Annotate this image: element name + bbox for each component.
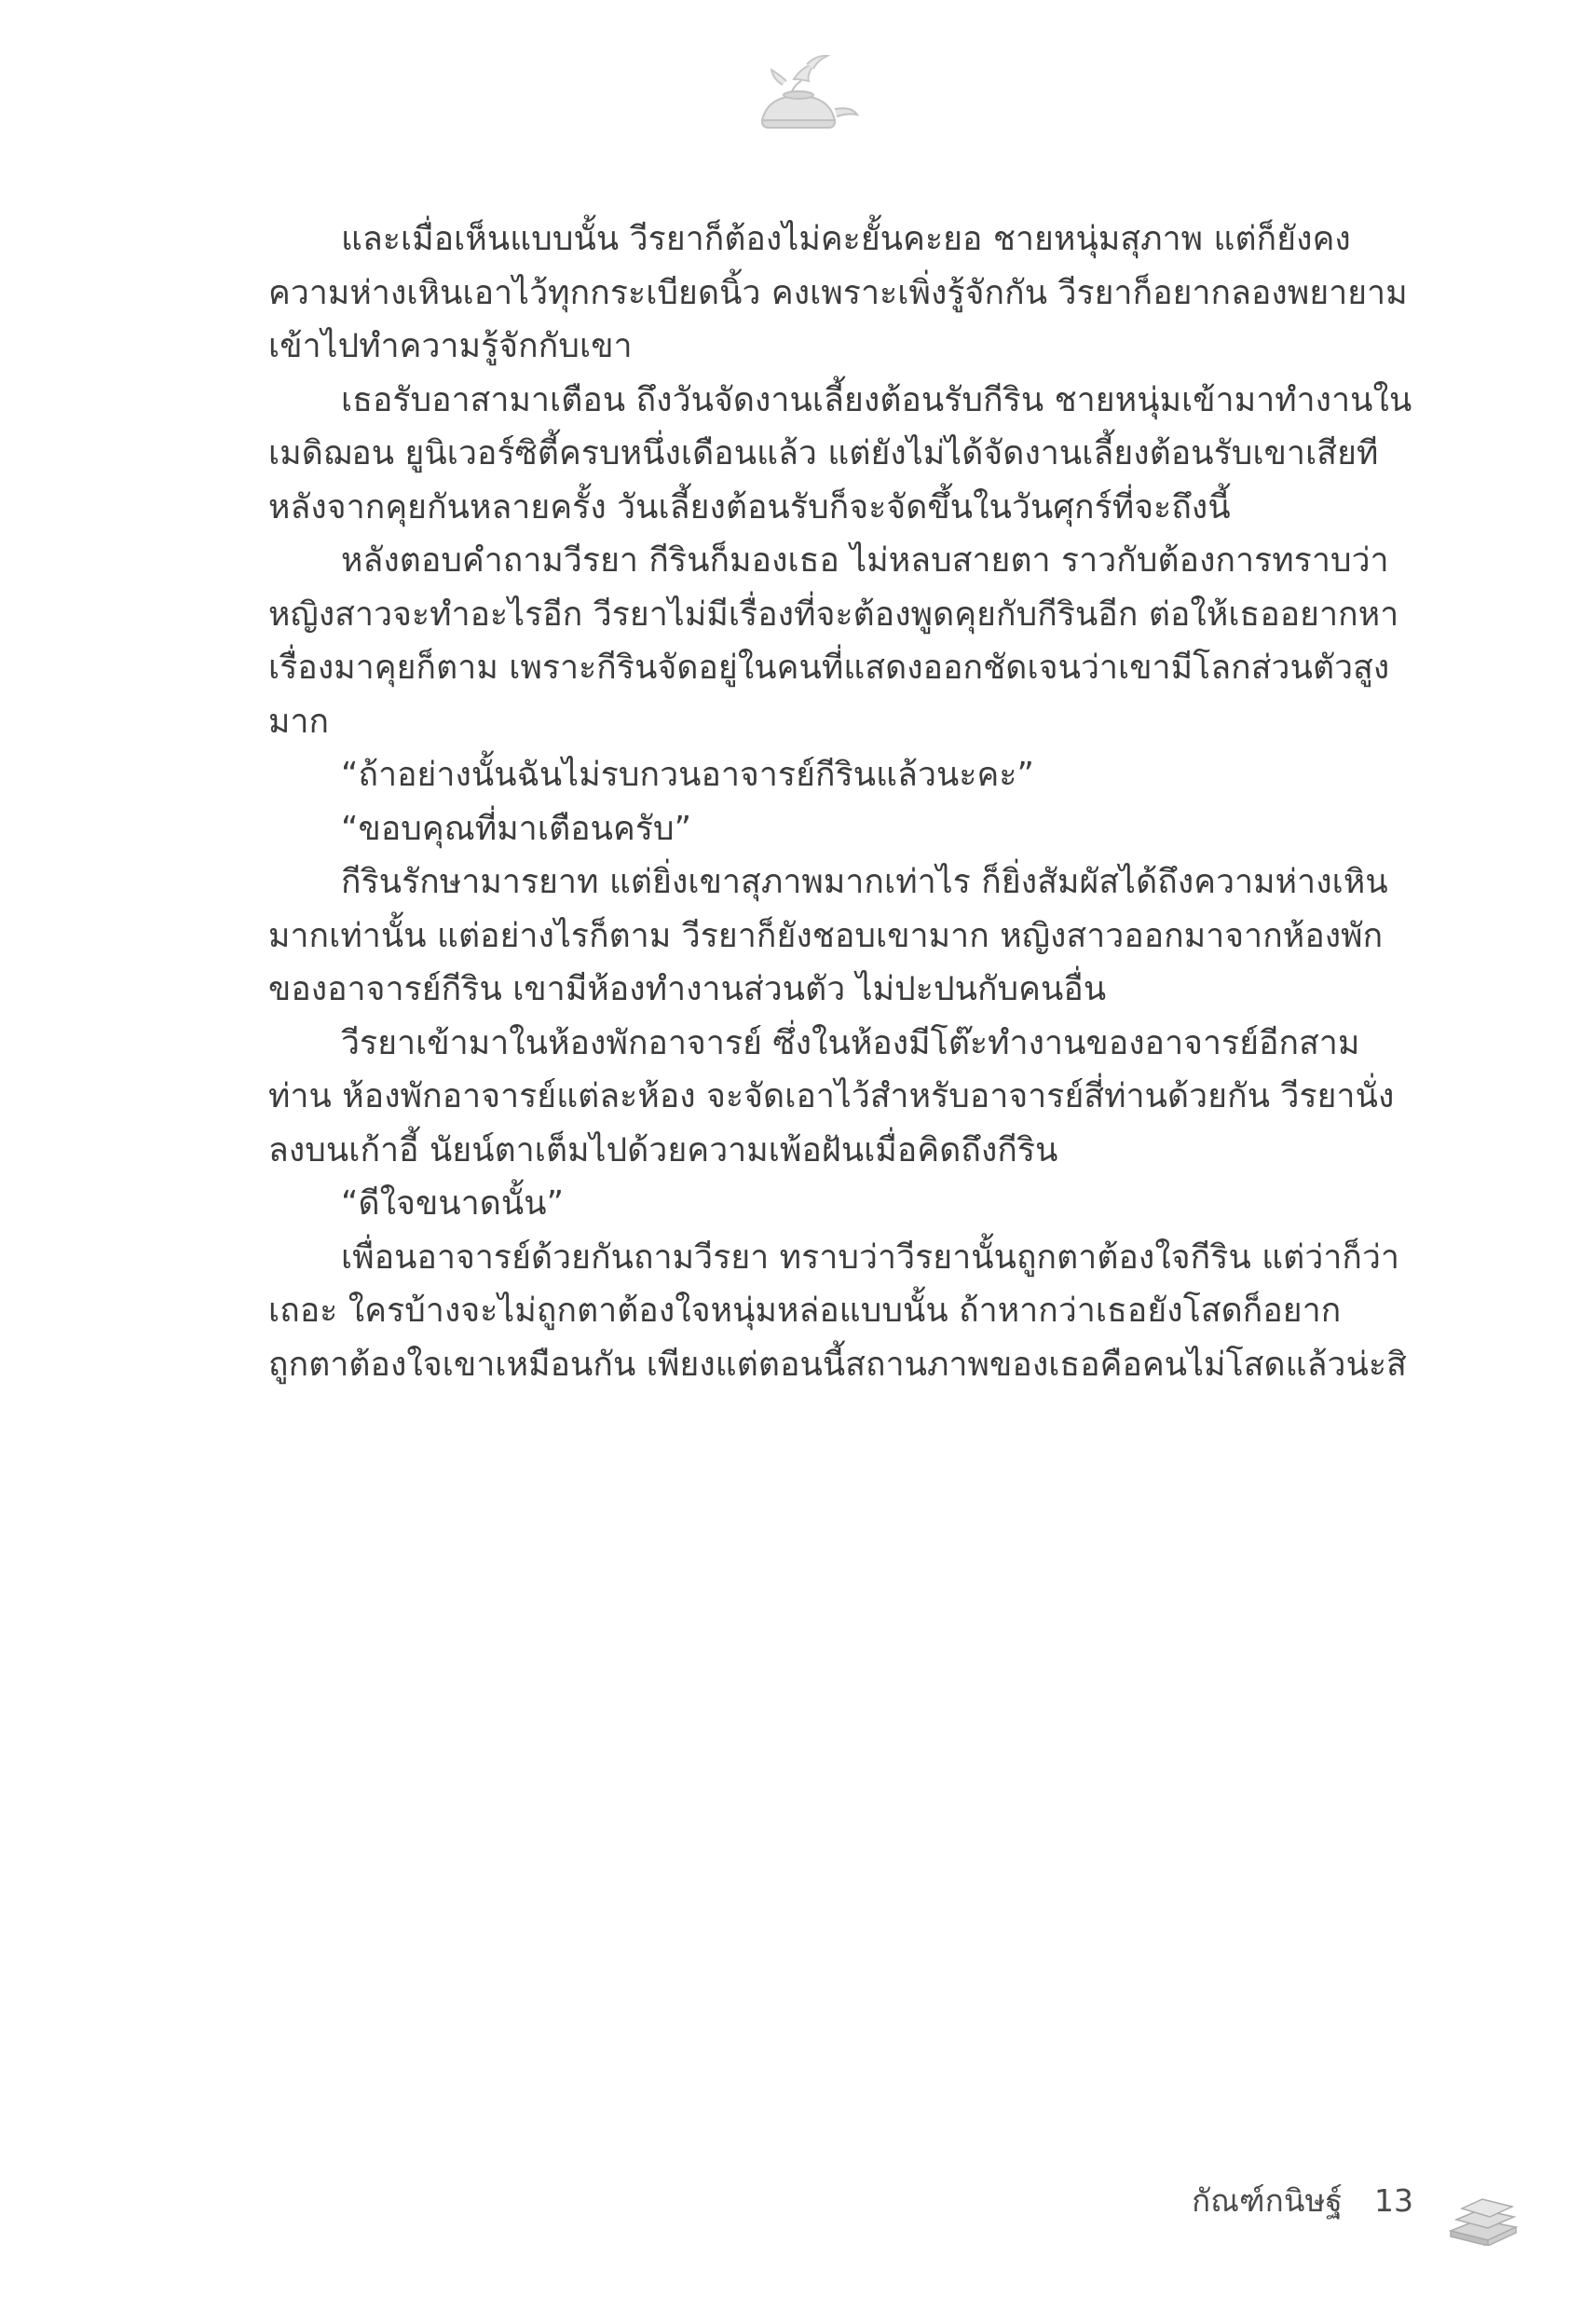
oil-lamp-ornament-icon bbox=[729, 42, 868, 154]
dialogue-line: “ถ้าอย่างนั้นฉันไม่รบกวนอาจารย์กีรินแล้วนะคะ” bbox=[341, 756, 1035, 794]
paragraph: กีรินรักษามารยาท แต่ยิ่งเขาสุภาพมากเท่าไร ก็ยิ่งสัมผัสได้ถึงความห่างเหินมากเท่านั้น แต่อย่างไรก็ตาม วีรยาก็ยังชอบเขามาก หญิงสาวออกมาจากห้องพักของอาจารย์กีริน เขามีห้องทำงานส่วนตัว ไม่ปะปนกับคนอื่น bbox=[268, 863, 1388, 1008]
dialogue-line: “ดีใจขนาดนั้น” bbox=[341, 1184, 565, 1223]
stack-of-books-icon bbox=[1443, 2188, 1523, 2246]
paragraph: เธอรับอาสามาเตือน ถึงวันจัดงานเลี้ยงต้อนรับกีริน ชายหนุ่มเข้ามาทำงานในเมดิฌอน ยูนิเวอร์ซิตี้ครบหนึ่งเดือนแล้ว แต่ยังไม่ได้จัดงานเลี้ยงต้อนรับเขาเสียที หลังจากคุยกันหลายครั้ง วันเลี้ยงต้อนรับก็จะจัดขึ้นในวันศุกร์ที่จะถึงนี้ bbox=[268, 380, 1412, 526]
page-footer bbox=[1192, 2176, 1413, 2225]
paragraph: และเมื่อเห็นแบบนั้น วีรยาก็ต้องไม่คะยั้นคะยอ ชายหนุ่มสุภาพ แต่ก็ยังคงความห่างเหินเอาไว้ทุกกระเบียดนิ้ว คงเพราะเพิ่งรู้จักกัน วีรยาก็อยากลองพยายามเข้าไปทำความรู้จักกับเขา bbox=[268, 220, 1408, 365]
paragraph: วีรยาเข้ามาในห้องพักอาจารย์ ซึ่งในห้องมีโต๊ะทำงานของอาจารย์อีกสามท่าน ห้องพักอาจารย์แต่ละห้อง จะจัดเอาไว้สำหรับอาจารย์สี่ท่านด้วยกัน วีรยานั่งลงบนเก้าอี้ นัยน์ตาเต็มไปด้วยความเพ้อฝันเมื่อคิดถึงกีริน bbox=[268, 1023, 1395, 1169]
page-body-text bbox=[268, 212, 1412, 1391]
page-number: 13 bbox=[1374, 2182, 1413, 2219]
book-title: กัณฑ์กนิษฐ์ bbox=[1192, 2182, 1343, 2219]
header-ornament bbox=[0, 37, 1596, 158]
paragraph: เพื่อนอาจารย์ด้วยกันถามวีรยา ทราบว่าวีรยานั้นถูกตาต้องใจกีริน แต่ว่าก็ว่าเถอะ ใครบ้างจะไม่ถูกตาต้องใจหนุ่มหล่อแบบนั้น ถ้าหากว่าเธอยังโสดก็อยากถูกตาต้องใจเขาเหมือนกัน เพียงแต่ตอนนี้สถานภาพของเธอคือคนไม่โสดแล้วน่ะสิ bbox=[268, 1238, 1407, 1384]
dialogue-line: “ขอบคุณที่มาเตือนครับ” bbox=[341, 809, 692, 848]
paragraph: หลังตอบคำถามวีรยา กีรินก็มองเธอ ไม่หลบสายตา ราวกับต้องการทราบว่าหญิงสาวจะทำอะไรอีก วีรยาไม่มีเรื่องที่จะต้องพูดคุยกับกีรินอีก ต่อให้เธออยากหาเรื่องมาคุยก็ตาม เพราะกีรินจัดอยู่ในคนที่แสดงออกชัดเจนว่าเขามีโลกส่วนตัวสูงมาก bbox=[268, 541, 1399, 741]
